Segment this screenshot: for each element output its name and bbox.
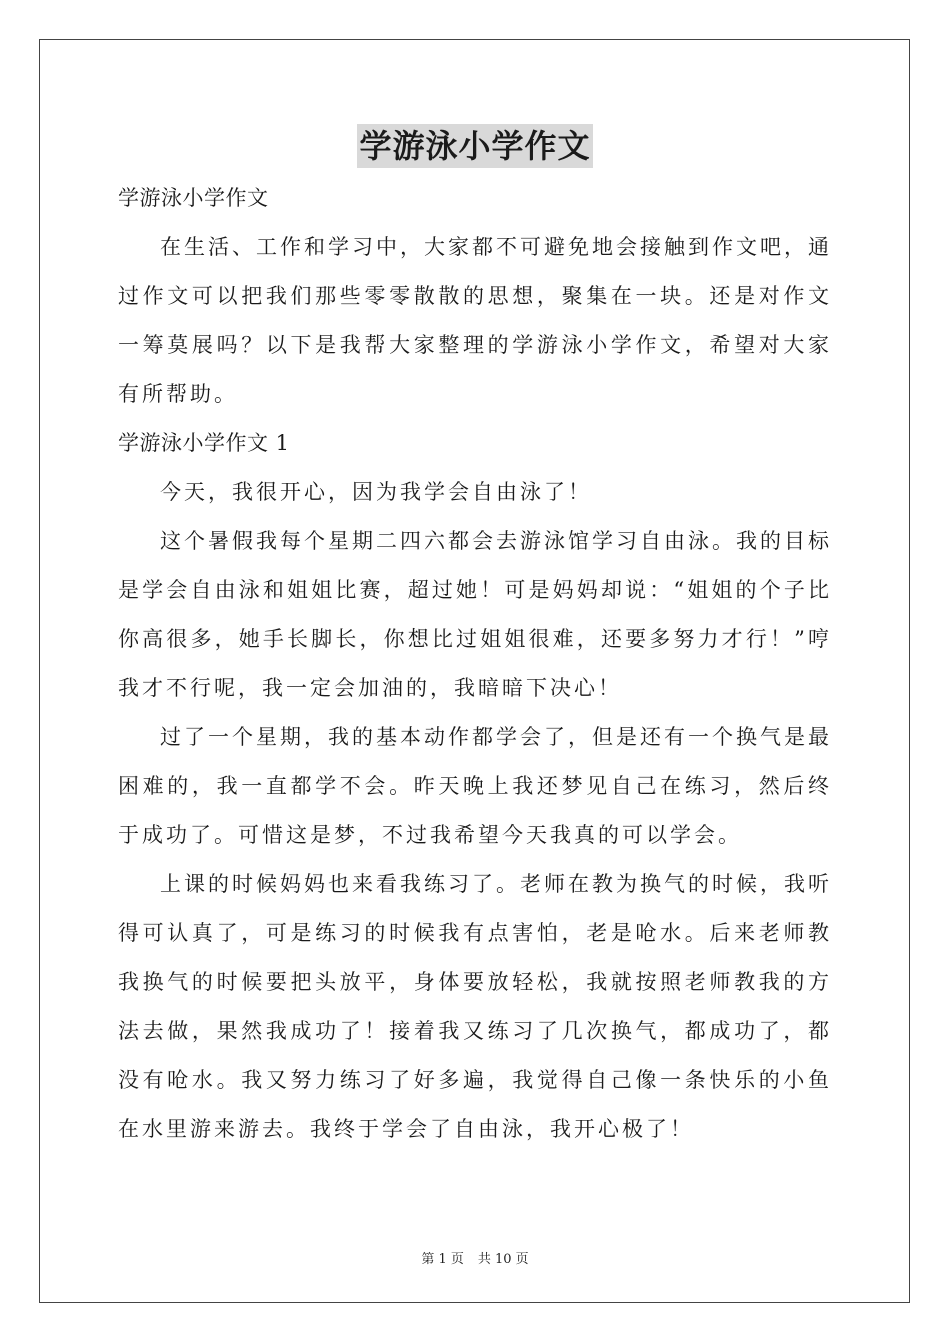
document-title <box>0 124 950 177</box>
body-paragraph: 这个暑假我每个星期二四六都会去游泳馆学习自由泳。我的目标是学会自由泳和姐姐比赛，超过她！可是妈妈却说：“姐姐的个子比你高很多，她手长脚长，你想比过姐姐很难，还要多努力才行！”哼我才不行呢，我一定会加油的，我暗暗下决心！ <box>118 529 832 700</box>
document-subtitle: 学游泳小学作文 <box>118 186 269 210</box>
intro-paragraph: 在生活、工作和学习中，大家都不可避免地会接触到作文吧，通过作文可以把我们那些零零散散的思想，聚集在一块。还是对作文一筹莫展吗？以下是我帮大家整理的学游泳小学作文，希望对大家有所帮助。 <box>118 235 832 406</box>
body-paragraph: 过了一个星期，我的基本动作都学会了，但是还有一个换气是最困难的，我一直都学不会。昨天晚上我还梦见自己在练习，然后终于成功了。可惜这是梦，不过我希望今天我真的可以学会。 <box>118 725 832 847</box>
page-footer <box>0 1248 950 1267</box>
section-heading: 学游泳小学作文 1 <box>118 431 290 455</box>
document-title-text: 学游泳小学作文 <box>357 124 592 168</box>
body-paragraph: 今天，我很开心，因为我学会自由泳了！ <box>160 480 592 504</box>
page-number-current: 第 1 页 <box>421 1252 464 1267</box>
page-number-total: 共 10 页 <box>477 1252 529 1267</box>
document-body <box>118 174 832 1154</box>
body-paragraph: 上课的时候妈妈也来看我练习了。老师在教为换气的时候，我听得可认真了，可是练习的时候我有点害怕，老是呛水。后来老师教我换气的时候要把头放平，身体要放轻松，我就按照老师教我的方法去做，果然我成功了！接着我又练习了几次换气，都成功了，都没有呛水。我又努力练习了好多遍，我觉得自己像一条快乐的小鱼在水里游来游去。我终于学会了自由泳，我开心极了！ <box>118 872 832 1141</box>
